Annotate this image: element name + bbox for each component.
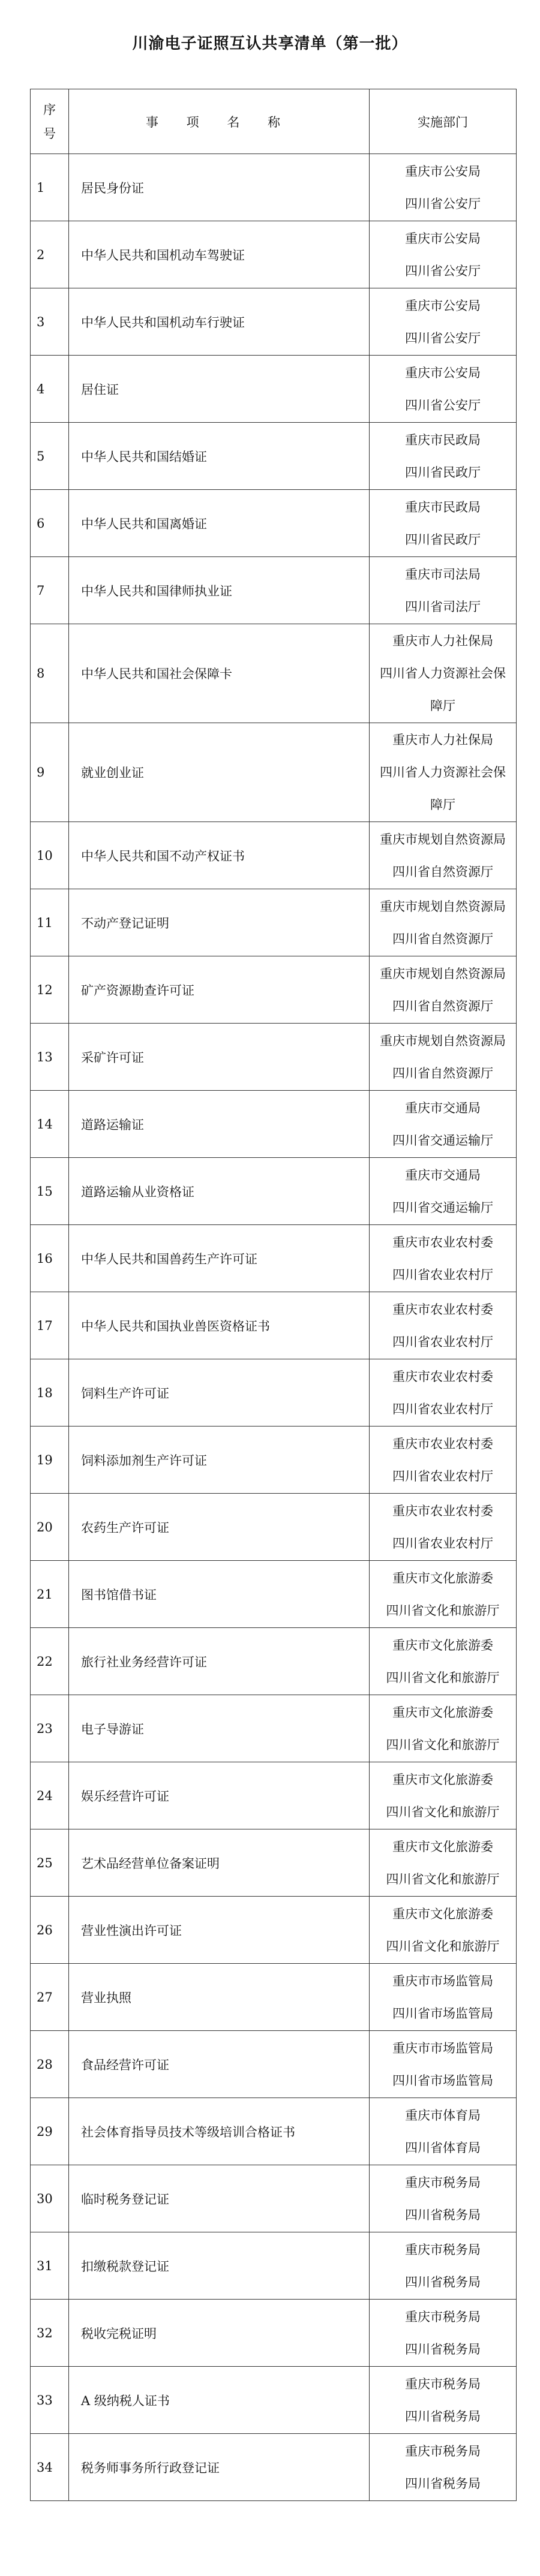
department-line: 四川省人力资源社会保: [380, 666, 506, 681]
table-row: [31, 822, 517, 889]
department-line: 四川省农业农村厅: [392, 1536, 493, 1551]
department-line: 重庆市文化旅游委: [392, 1772, 493, 1787]
department-line: 重庆市公安局: [405, 164, 481, 179]
row-item-name: 中华人民共和国离婚证: [69, 490, 370, 557]
table-row: [31, 1292, 517, 1359]
table-row: [31, 356, 517, 423]
row-serial-number: 13: [31, 1024, 69, 1091]
row-department: [370, 356, 517, 423]
department-line: 重庆市交通局: [405, 1167, 481, 1182]
table-row: [31, 1158, 517, 1225]
row-department: [370, 2098, 517, 2165]
department-line: 重庆市司法局: [405, 567, 481, 582]
department-line: 重庆市公安局: [405, 365, 481, 380]
department-line: 四川省公安厅: [405, 330, 481, 345]
table-row: [31, 2098, 517, 2165]
row-serial-number: 21: [31, 1561, 69, 1628]
department-line: 四川省文化和旅游厅: [386, 1737, 500, 1752]
row-serial-number: 26: [31, 1897, 69, 1964]
department-line: 四川省税务局: [405, 2476, 481, 2491]
row-serial-number: 34: [31, 2434, 69, 2501]
department-line: 四川省税务局: [405, 2274, 481, 2289]
row-item-name: 旅行社业务经营许可证: [69, 1628, 370, 1695]
row-department: [370, 1225, 517, 1292]
row-department: [370, 2434, 517, 2501]
table-row: [31, 2232, 517, 2300]
row-serial-number: 14: [31, 1091, 69, 1158]
header-department: 实施部门: [370, 89, 517, 154]
row-department: [370, 2031, 517, 2098]
table-row: [31, 1561, 517, 1628]
row-serial-number: 8: [31, 624, 69, 723]
row-item-name: 电子导游证: [69, 1695, 370, 1762]
department-line: 重庆市农业农村委: [392, 1503, 493, 1518]
row-item-name: 饲料生产许可证: [69, 1359, 370, 1427]
row-department: [370, 1695, 517, 1762]
row-department: [370, 557, 517, 624]
row-department: [370, 889, 517, 956]
department-line: 重庆市税务局: [405, 2309, 481, 2324]
row-department: [370, 624, 517, 723]
row-item-name: A 级纳税人证书: [69, 2367, 370, 2434]
row-serial-number: 12: [31, 956, 69, 1024]
department-line: 重庆市公安局: [405, 231, 481, 246]
department-line: 四川省民政厅: [405, 465, 481, 480]
department-line: 四川省市场监管局: [392, 2006, 493, 2021]
department-line: 四川省文化和旅游厅: [386, 1804, 500, 1819]
row-item-name: 道路运输证: [69, 1091, 370, 1158]
listing-table: [30, 89, 517, 2501]
department-line: 四川省司法厅: [405, 599, 481, 614]
department-line: 重庆市文化旅游委: [392, 1839, 493, 1854]
table-row: [31, 1897, 517, 1964]
department-line: 重庆市交通局: [405, 1100, 481, 1115]
table-row: [31, 1762, 517, 1829]
row-serial-number: 19: [31, 1427, 69, 1494]
row-item-name: 中华人民共和国社会保障卡: [69, 624, 370, 723]
row-item-name: 中华人民共和国执业兽医资格证书: [69, 1292, 370, 1359]
row-serial-number: 18: [31, 1359, 69, 1427]
row-department: [370, 2232, 517, 2300]
row-serial-number: 29: [31, 2098, 69, 2165]
table-row: [31, 1494, 517, 1561]
table-row: [31, 154, 517, 221]
department-line: 四川省税务局: [405, 2342, 481, 2357]
row-serial-number: 6: [31, 490, 69, 557]
table-row: [31, 2434, 517, 2501]
row-serial-number: 33: [31, 2367, 69, 2434]
table-row: [31, 1628, 517, 1695]
table-row: [31, 1695, 517, 1762]
row-serial-number: 15: [31, 1158, 69, 1225]
row-serial-number: 10: [31, 822, 69, 889]
table-row: [31, 1829, 517, 1897]
department-line: 重庆市农业农村委: [392, 1369, 493, 1384]
row-department: [370, 1427, 517, 1494]
table-row: [31, 1024, 517, 1091]
row-serial-number: 32: [31, 2300, 69, 2367]
department-line: 重庆市市场监管局: [392, 2041, 493, 2056]
department-line: 重庆市市场监管局: [392, 1973, 493, 1988]
department-line: 重庆市文化旅游委: [392, 1638, 493, 1653]
row-department: [370, 1829, 517, 1897]
row-item-name: 中华人民共和国结婚证: [69, 423, 370, 490]
row-serial-number: 27: [31, 1964, 69, 2031]
department-line: 四川省公安厅: [405, 263, 481, 278]
department-line: 四川省交通运输厅: [392, 1200, 493, 1215]
row-item-name: 临时税务登记证: [69, 2165, 370, 2232]
table-row: [31, 2165, 517, 2232]
department-line: 四川省自然资源厅: [392, 1066, 493, 1081]
table-row: [31, 723, 517, 822]
table-row: [31, 2031, 517, 2098]
row-department: [370, 723, 517, 822]
row-serial-number: 9: [31, 723, 69, 822]
row-item-name: 就业创业证: [69, 723, 370, 822]
row-department: [370, 288, 517, 356]
department-line: 重庆市税务局: [405, 2175, 481, 2190]
header-item-name: 事 项 名 称: [69, 89, 370, 154]
department-line: 重庆市文化旅游委: [392, 1906, 493, 1921]
row-serial-number: 23: [31, 1695, 69, 1762]
department-line: 重庆市体育局: [405, 2108, 481, 2123]
row-department: [370, 2367, 517, 2434]
row-serial-number: 3: [31, 288, 69, 356]
department-line: 四川省农业农村厅: [392, 1334, 493, 1349]
department-line: 重庆市税务局: [405, 2242, 481, 2257]
row-item-name: 图书馆借书证: [69, 1561, 370, 1628]
department-line: 重庆市规划自然资源局: [380, 966, 506, 981]
department-line: 重庆市规划自然资源局: [380, 899, 506, 914]
table-row: [31, 1225, 517, 1292]
row-serial-number: 22: [31, 1628, 69, 1695]
row-serial-number: 16: [31, 1225, 69, 1292]
header-serial-number: 序 号: [31, 89, 69, 154]
department-line: 四川省文化和旅游厅: [386, 1670, 500, 1685]
department-line: 障厅: [430, 699, 455, 713]
row-department: [370, 1897, 517, 1964]
department-line: 重庆市税务局: [405, 2443, 481, 2458]
row-department: [370, 423, 517, 490]
department-line: 重庆市民政局: [405, 499, 481, 514]
row-item-name: 不动产登记证明: [69, 889, 370, 956]
department-line: 重庆市规划自然资源局: [380, 1033, 506, 1048]
row-item-name: 娱乐经营许可证: [69, 1762, 370, 1829]
page-title: 川渝电子证照互认共享清单（第一批）: [132, 35, 408, 53]
row-serial-number: 11: [31, 889, 69, 956]
row-department: [370, 1158, 517, 1225]
department-line: 四川省税务局: [405, 2207, 481, 2222]
department-line: 重庆市农业农村委: [392, 1436, 493, 1451]
department-line: 重庆市农业农村委: [392, 1235, 493, 1250]
department-line: 四川省自然资源厅: [392, 998, 493, 1013]
department-line: 重庆市税务局: [405, 2376, 481, 2391]
row-item-name: 扣缴税款登记证: [69, 2232, 370, 2300]
row-serial-number: 1: [31, 154, 69, 221]
row-item-name: 居民身份证: [69, 154, 370, 221]
table-row: [31, 423, 517, 490]
department-line: 四川省自然资源厅: [392, 931, 493, 946]
department-line: 四川省农业农村厅: [392, 1468, 493, 1483]
row-item-name: 中华人民共和国律师执业证: [69, 557, 370, 624]
row-department: [370, 221, 517, 288]
department-line: 重庆市文化旅游委: [392, 1570, 493, 1585]
department-line: 四川省公安厅: [405, 398, 481, 413]
row-department: [370, 2300, 517, 2367]
department-line: 重庆市农业农村委: [392, 1302, 493, 1317]
department-line: 四川省公安厅: [405, 196, 481, 211]
row-serial-number: 4: [31, 356, 69, 423]
table-row: [31, 557, 517, 624]
table-row: [31, 1427, 517, 1494]
row-department: [370, 1762, 517, 1829]
department-line: 四川省市场监管局: [392, 2073, 493, 2088]
row-department: [370, 2165, 517, 2232]
row-department: [370, 1091, 517, 1158]
row-department: [370, 490, 517, 557]
row-department: [370, 1628, 517, 1695]
row-department: [370, 1964, 517, 2031]
department-line: 四川省文化和旅游厅: [386, 1603, 500, 1618]
department-line: 重庆市人力社保局: [392, 733, 493, 747]
table-header-row: [31, 89, 517, 154]
row-item-name: 食品经营许可证: [69, 2031, 370, 2098]
row-serial-number: 24: [31, 1762, 69, 1829]
table-row: [31, 889, 517, 956]
row-item-name: 中华人民共和国机动车行驶证: [69, 288, 370, 356]
table-row: [31, 624, 517, 723]
row-item-name: 税务师事务所行政登记证: [69, 2434, 370, 2501]
row-department: [370, 1561, 517, 1628]
row-department: [370, 1359, 517, 1427]
row-serial-number: 20: [31, 1494, 69, 1561]
row-item-name: 饲料添加剂生产许可证: [69, 1427, 370, 1494]
row-item-name: 中华人民共和国兽药生产许可证: [69, 1225, 370, 1292]
row-department: [370, 154, 517, 221]
row-item-name: 税收完税证明: [69, 2300, 370, 2367]
row-item-name: 道路运输从业资格证: [69, 1158, 370, 1225]
row-department: [370, 1024, 517, 1091]
department-line: 障厅: [430, 798, 455, 812]
department-line: 四川省自然资源厅: [392, 864, 493, 879]
row-serial-number: 31: [31, 2232, 69, 2300]
table-body: [31, 154, 517, 2501]
row-department: [370, 1494, 517, 1561]
table-row: [31, 221, 517, 288]
row-item-name: 营业性演出许可证: [69, 1897, 370, 1964]
row-item-name: 矿产资源勘查许可证: [69, 956, 370, 1024]
row-serial-number: 17: [31, 1292, 69, 1359]
row-item-name: 采矿许可证: [69, 1024, 370, 1091]
row-serial-number: 2: [31, 221, 69, 288]
row-department: [370, 1292, 517, 1359]
table-row: [31, 1964, 517, 2031]
row-serial-number: 7: [31, 557, 69, 624]
row-item-name: 艺术品经营单位备案证明: [69, 1829, 370, 1897]
row-serial-number: 25: [31, 1829, 69, 1897]
table-row: [31, 490, 517, 557]
table-row: [31, 2367, 517, 2434]
department-line: 四川省文化和旅游厅: [386, 1871, 500, 1886]
table-row: [31, 956, 517, 1024]
row-serial-number: 30: [31, 2165, 69, 2232]
row-item-name: 中华人民共和国不动产权证书: [69, 822, 370, 889]
department-line: 四川省税务局: [405, 2409, 481, 2424]
department-line: 四川省交通运输厅: [392, 1133, 493, 1148]
department-line: 四川省文化和旅游厅: [386, 1939, 500, 1954]
table-row: [31, 1091, 517, 1158]
row-department: [370, 956, 517, 1024]
department-line: 四川省体育局: [405, 2140, 481, 2155]
table-row: [31, 1359, 517, 1427]
department-line: 重庆市公安局: [405, 298, 481, 313]
department-line: 重庆市文化旅游委: [392, 1705, 493, 1720]
department-line: 重庆市人力社保局: [392, 634, 493, 648]
row-serial-number: 28: [31, 2031, 69, 2098]
row-serial-number: 5: [31, 423, 69, 490]
row-item-name: 营业执照: [69, 1964, 370, 2031]
department-line: 四川省农业农村厅: [392, 1267, 493, 1282]
row-item-name: 农药生产许可证: [69, 1494, 370, 1561]
department-line: 四川省人力资源社会保: [380, 765, 506, 780]
row-item-name: 居住证: [69, 356, 370, 423]
department-line: 四川省民政厅: [405, 532, 481, 547]
department-line: 重庆市民政局: [405, 432, 481, 447]
department-line: 四川省农业农村厅: [392, 1401, 493, 1416]
table-row: [31, 2300, 517, 2367]
table-row: [31, 288, 517, 356]
row-item-name: 社会体育指导员技术等级培训合格证书: [69, 2098, 370, 2165]
row-item-name: 中华人民共和国机动车驾驶证: [69, 221, 370, 288]
department-line: 重庆市规划自然资源局: [380, 832, 506, 847]
row-department: [370, 822, 517, 889]
